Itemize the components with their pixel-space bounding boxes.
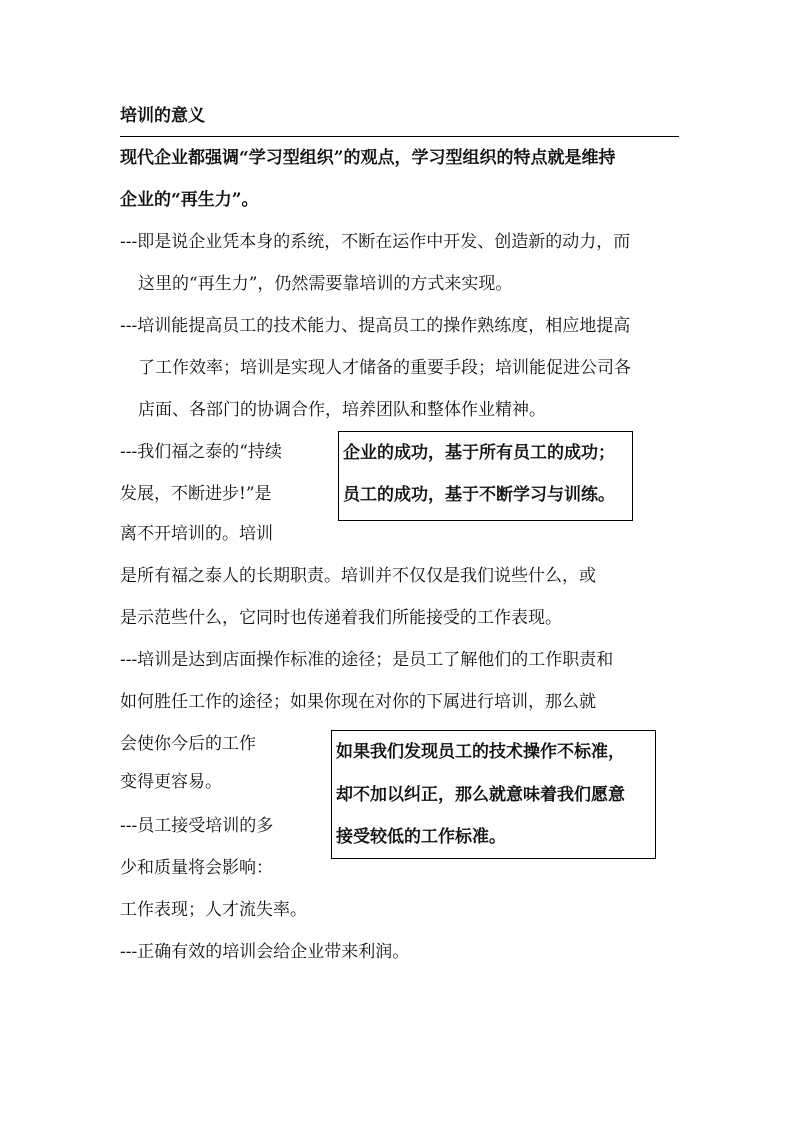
document-title: 培训的意义	[120, 106, 205, 126]
paragraph-line: 会使你今后的工作	[120, 734, 256, 754]
callout-box-standards	[331, 730, 656, 859]
paragraph-line: ---培训是达到店面操作标准的途径；是员工了解他们的工作职责和	[120, 650, 614, 670]
paragraph-line: 是所有福之泰人的长期职责。培训并不仅仅是我们说些什么，或	[120, 566, 596, 586]
paragraph-line: 少和质量将会影响：	[120, 858, 273, 878]
callout-line: 如果我们发现员工的技术操作不标准，	[336, 742, 625, 762]
paragraph-line: ---员工接受培训的多	[120, 816, 274, 836]
title-divider	[120, 136, 679, 137]
paragraph-line: ---即是说企业凭本身的系统，不断在运作中开发、创造新的动力，而	[120, 232, 631, 252]
callout-line: 却不加以纠正，那么就意味着我们愿意	[336, 785, 625, 805]
paragraph-line: 店面、各部门的协调合作，培养团队和整体作业精神。	[138, 400, 546, 420]
intro-line-1: 现代企业都强调“学习型组织”的观点，学习型组织的特点就是维持	[120, 148, 616, 168]
paragraph-line: 这里的“再生力”，仍然需要靠培训的方式来实现。	[138, 274, 513, 294]
paragraph-line: 是示范些什么，它同时也传递着我们所能接受的工作表现。	[120, 608, 562, 628]
intro-line-2: 企业的“再生力”。	[120, 190, 259, 210]
paragraph-line: 变得更容易。	[120, 772, 222, 792]
callout-line: 企业的成功，基于所有员工的成功；	[343, 443, 615, 463]
callout-box-success	[338, 431, 633, 521]
paragraph-line: 如何胜任工作的途径；如果你现在对你的下属进行培训，那么就	[120, 692, 596, 712]
paragraph-line: 工作表现；人才流失率。	[120, 900, 307, 920]
paragraph-line: 了工作效率；培训是实现人才储备的重要手段；培训能促进公司各	[138, 358, 631, 378]
callout-line: 接受较低的工作标准。	[336, 827, 506, 847]
paragraph-line: 发展，不断进步!”是	[120, 484, 272, 504]
paragraph-line: ---我们福之泰的“持续	[120, 442, 282, 462]
paragraph-line: ---正确有效的培训会给企业带来利润。	[120, 942, 410, 962]
callout-line: 员工的成功，基于不断学习与训练。	[343, 485, 615, 505]
paragraph-line: ---培训能提高员工的技术能力、提高员工的操作熟练度，相应地提高	[120, 316, 631, 336]
paragraph-line: 离不开培训的。培训	[120, 524, 273, 544]
